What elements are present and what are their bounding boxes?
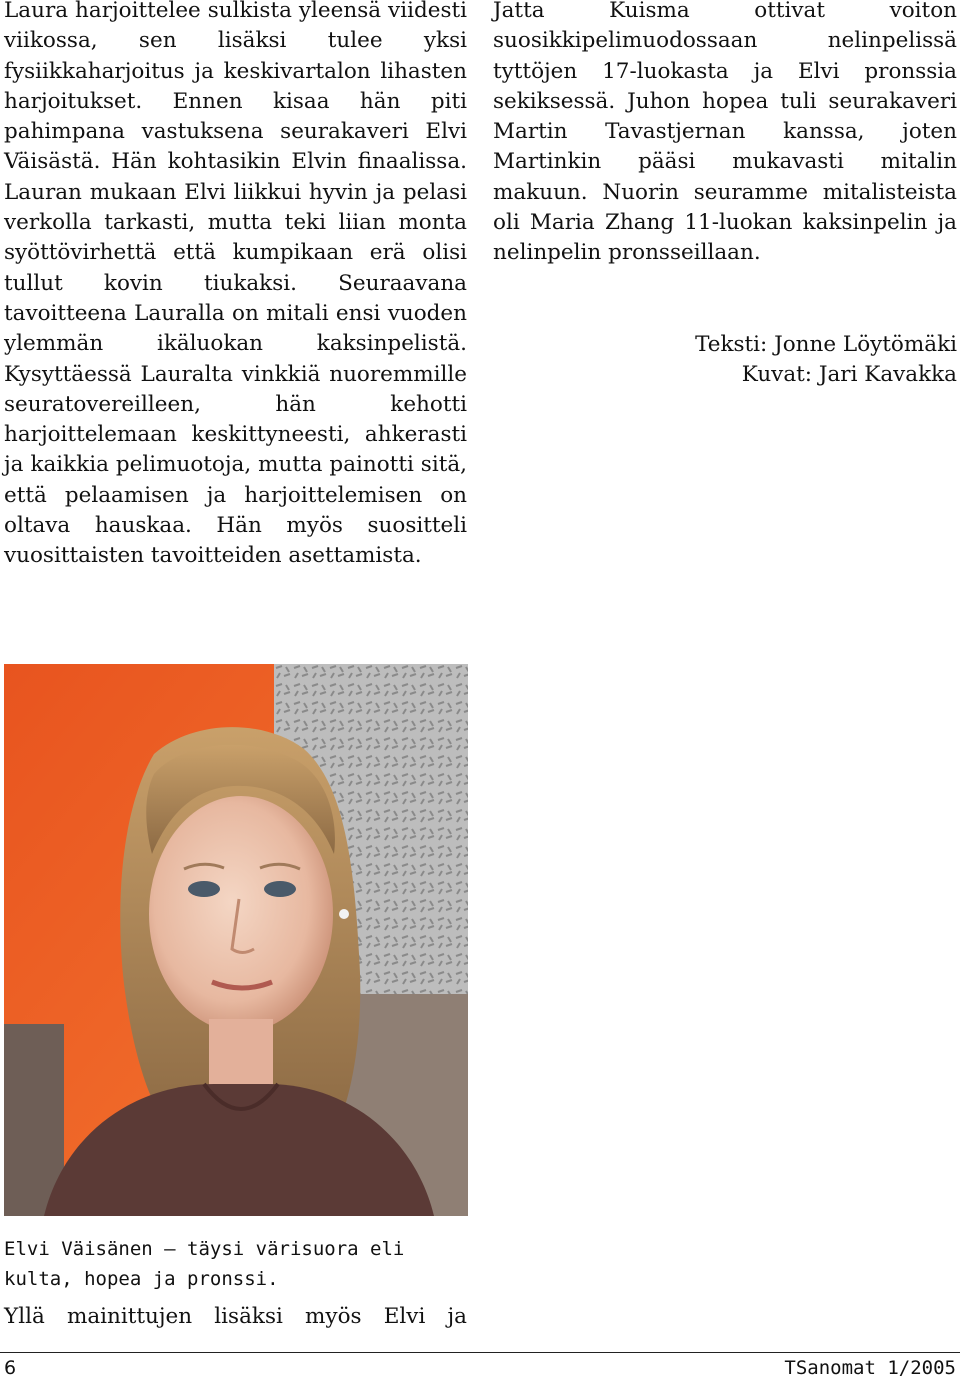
right-column-text: Jatta Kuisma ottivat voiton suosikkipelimuodossaan nelinpelissä tyttöjen 17-luokasta ja Elvi pronssia sekiksessä. Juhon hopea tuli seurakaveri Martin Tavastjernan kanssa, joten Martinkin pääsi mukavasti mitalin makuun. Nuorin seuramme mitalisteista oli Maria Zhang 11-luokan kaksinpelin ja nelinpelin pronsseillaan. (493, 0, 957, 266)
left-column-text: Laura harjoittelee sulkista yleensä viidesti viikossa, sen lisäksi tulee yksi fysiikkaharjoitus ja keskivartalon lihasten harjoitukset. Ennen kisaa hän piti pahimpana vastuksena seurakaveri Elvi Väisästä. Hän kohtasikin Elvin finaalissa. Lauran mukaan Elvi liikkui hyvin ja pelasi verkolla tarkasti, mutta teki liian monta syöttövirhettä että kumpikaan erä olisi tullut kovin tiukaksi. Seuraavana tavoitteena Lauralla on mitali ensi vuoden ylemmän ikäluokan kaksinpelistä. Kysyttäessä Lauralta vinkkiä nuoremmille seuratovereilleen, hän kehotti harjoittelemaan keskittyneesti, ahkerasti ja kaikkia pelimuotoja, mutta painotti sitä, että pelaamisen ja harjoittelemisen on oltava hauskaa. Hän myös suositteli vuosittaisten tavoitteiden asettamista. (4, 0, 467, 569)
text-credit: Teksti: Jonne Löytömäki (695, 332, 957, 357)
continued-text: Yllä mainittujen lisäksi myös Elvi ja (4, 1304, 467, 1329)
photo-caption-line-2: kulta, hopea ja pronssi. (4, 1268, 279, 1290)
portrait-illustration (4, 664, 468, 1216)
portrait-photo (4, 664, 468, 1216)
page-footer (0, 1352, 960, 1383)
photo-caption (4, 1234, 468, 1294)
publication-label: TSanomat 1/2005 (784, 1357, 956, 1379)
article-left-column (4, 0, 467, 572)
photo-credit: Kuvat: Jari Kavakka (741, 362, 957, 388)
photo-caption-line-1: Elvi Väisänen – täysi värisuora eli (4, 1238, 405, 1260)
article-right-column (493, 0, 957, 269)
page-number: 6 (4, 1357, 17, 1379)
article-credits (493, 330, 957, 391)
